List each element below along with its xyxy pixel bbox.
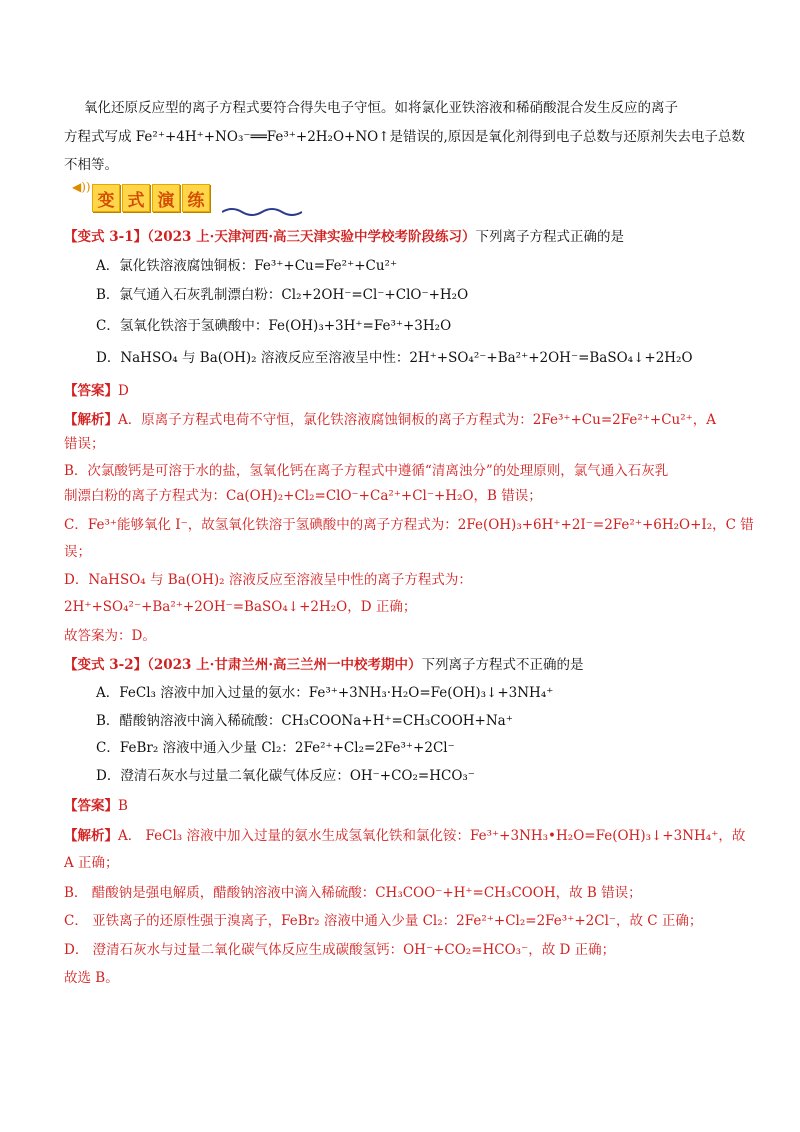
q1-analysis-line-2: 错误； [64,436,105,452]
speaker-icon: ◀)) [72,180,91,194]
q1-answer [64,381,129,401]
q2-analysis-line-1 [64,826,745,846]
q1-analysis-line-7: D．NaHSO₄ 与 Ba(OH)₂ 溶液反应至溶液呈中性的离子方程式为： [64,572,472,588]
q1-analysis-line-5: C．Fe³⁺能够氧化 I⁻，故氢氧化铁溶于氢碘酸中的离子方程式为：2Fe(OH)₃+6H⁺+2I⁻=2Fe²⁺+6H₂O+I₂，C 错 [64,517,754,533]
q2-source: （2023 上·甘肃兰州·高三兰州一中校考期中） [147,657,422,673]
q2-answer-value: B [118,798,128,814]
q1-conclusion: 故答案为：D。 [64,628,156,644]
q2-analysis-line-5: D． 澄清石灰水与过量二氧化碳气体反应生成碳酸氢钙：OH⁻+CO₂=HCO₃⁻，故 D 正确； [64,942,616,958]
q1-source: （2023 上·天津河西·高三天津实验中学校考阶段练习） [147,229,476,245]
q2-answer-label: 【答案】 [64,798,118,814]
banner-char-4: 练 [182,184,210,212]
q1-analysis-line-4: 制漂白粉的离子方程式为：Ca(OH)₂+Cl₂=ClO⁻+Ca²⁺+Cl⁻+H₂O，B 错误； [64,488,542,504]
q2-option-c: C．FeBr₂ 溶液中通入少量 Cl₂：2Fe²⁺+Cl₂=2Fe³⁺+2Cl⁻ [96,740,455,756]
q1-tag: 【变式 3-1】 [64,229,148,245]
q2-analysis-label: 【解析】 [64,828,118,844]
banner-char-2: 式 [122,184,150,212]
q2-analysis-text-1: A． FeCl₃ 溶液中加入过量的氨水生成氢氧化铁和氯化铵：Fe³⁺+3NH₃•H₂O=Fe(OH)₃↓+3NH₄⁺，故 [118,828,746,844]
q2-stem: 下列离子方程式不正确的是 [421,657,584,673]
banner-underline-icon [222,206,302,216]
intro-line-2: 方程式写成 Fe²⁺+4H⁺+NO₃⁻══Fe³⁺+2H₂O+NO↑是错误的,原因是氧化剂得到电子总数与还原剂失去电子总数 [64,129,745,145]
banner-char-1: 变 [92,184,120,212]
q2-analysis-line-3: B． 醋酸钠是强电解质，醋酸钠溶液中滴入稀硫酸：CH₃COO⁻+H⁺=CH₃COOH，故 B 错误； [64,885,642,901]
q1-answer-label: 【答案】 [64,383,118,399]
q2-tag: 【变式 3-2】 [64,657,148,673]
q1-option-c: C．氢氧化铁溶于氢碘酸中：Fe(OH)₃+3H⁺=Fe³⁺+3H₂O [96,318,452,334]
q2-answer [64,796,128,816]
q1-analysis-line-3: B．次氯酸钙是可溶于水的盐，氢氧化钙在离子方程式中遵循“清离浊分”的处理原则，氯气通入石灰乳 [64,463,669,479]
q2-analysis-line-2: A 正确； [64,855,119,871]
q2-header [64,655,584,675]
q1-analysis-text-1: A．原离子方程式电荷不守恒，氯化铁溶液腐蚀铜板的离子方程式为：2Fe³⁺+Cu=2Fe²⁺+Cu²⁺，A [118,412,717,428]
q1-stem: 下列离子方程式正确的是 [475,229,625,245]
q1-header [64,227,624,247]
q1-option-d: D．NaHSO₄ 与 Ba(OH)₂ 溶液反应至溶液呈中性：2H⁺+SO₄²⁻+Ba²⁺+2OH⁻=BaSO₄↓+2H₂O [96,350,693,366]
q2-conclusion: 故选 B。 [64,970,119,986]
q1-analysis-line-6: 误； [64,544,91,560]
q1-analysis-label: 【解析】 [64,412,118,428]
q2-option-a: A．FeCl₃ 溶液中加入过量的氨水：Fe³⁺+3NH₃·H₂O=Fe(OH)₃↓+3NH₄⁺ [96,685,554,701]
intro-line-3: 不相等。 [64,157,118,173]
q2-analysis-line-4: C． 亚铁离子的还原性强于溴离子，FeBr₂ 溶液中通入少量 Cl₂：2Fe²⁺+Cl₂=2Fe³⁺+2Cl⁻，故 C 正确； [64,913,703,929]
intro-line-1: 氧化还原反应型的离子方程式要符合得失电子守恒。如将氯化亚铁溶液和稀硝酸混合发生反应的离子 [84,100,678,116]
q1-analysis-line-1 [64,410,716,430]
q2-option-b: B．醋酸钠溶液中滴入稀硫酸：CH₃COONa+H⁺=CH₃COOH+Na⁺ [96,713,513,729]
q2-option-d: D．澄清石灰水与过量二氧化碳气体反应：OH⁻+CO₂=HCO₃⁻ [96,768,475,784]
q1-option-a: A．氯化铁溶液腐蚀铜板：Fe³⁺+Cu=Fe²⁺+Cu²⁺ [96,258,398,274]
banner-char-3: 演 [152,184,180,212]
practice-banner [72,180,212,216]
q1-option-b: B．氯气通入石灰乳制漂白粉：Cl₂+2OH⁻=Cl⁻+ClO⁻+H₂O [96,287,469,303]
q1-answer-value: D [118,383,129,399]
q1-analysis-line-8: 2H⁺+SO₄²⁻+Ba²⁺+2OH⁻=BaSO₄↓+2H₂O，D 正确； [64,599,417,615]
